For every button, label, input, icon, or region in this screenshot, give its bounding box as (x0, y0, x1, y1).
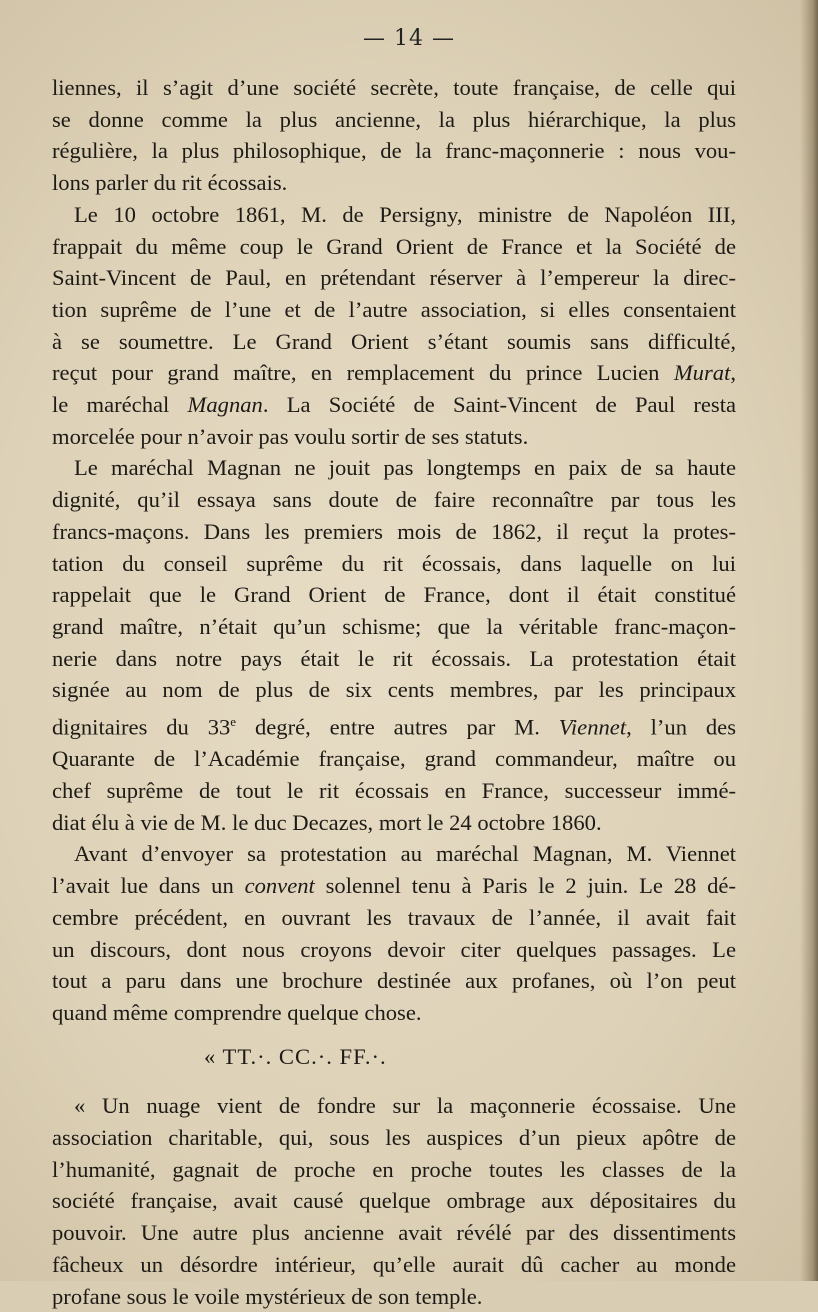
paragraph-3 (52, 452, 736, 838)
text-line: Saint-Vincent de Paul, en prétendant réserver à l’empereur la direc- (52, 265, 736, 291)
text-line: Quarante de l’Académie française, grand commandeur, maître ou (52, 746, 736, 772)
text-line: Le maréchal Magnan ne jouit pas longtemps en paix de sa haute (74, 455, 736, 481)
salutation: « TT.·. CC.·. FF.·. (204, 1043, 387, 1069)
text-line: l’humanité, gagnait de proche en proche toutes les classes de la (52, 1156, 736, 1182)
text-line (52, 389, 736, 421)
text-line (52, 357, 736, 389)
text-line: tation du conseil suprême du rit écossais, dans laquelle on lui (52, 550, 736, 576)
paragraph-4 (52, 838, 736, 1028)
body-text (52, 72, 736, 1312)
text-line: nerie dans notre pays était le rit écossais. La protestation était (52, 645, 736, 671)
text-line: morcelée pour n’avoir pas voulu sortir de ses statuts. (52, 423, 529, 449)
text-line: association charitable, qui, sous les auspices d’un pieux apôtre de (52, 1125, 736, 1151)
text-line: signée au nom de plus de six cents membres, par les principaux (52, 677, 736, 703)
text-line: « Un nuage vient de fondre sur la maçonnerie écossaise. Une (74, 1093, 736, 1119)
text-run: solennel tenu à Paris le 2 juin. Le 28 dé- (314, 873, 736, 899)
text-line: un discours, dont nous croyons devoir citer quelques passages. Le (52, 936, 736, 962)
text-line: frappait du même coup le Grand Orient de France et la Société de (52, 233, 736, 259)
text-line: à se soumettre. Le Grand Orient s’étant soumis sans difficulté, (52, 328, 736, 354)
text-line: diat élu à vie de M. le duc Decazes, mort le 24 octobre 1860. (52, 809, 602, 835)
italic-name: Magnan (187, 392, 263, 418)
text-line: tout a paru dans une brochure destinée aux profanes, où l’on peut (52, 968, 736, 994)
text-run: le maréchal (52, 392, 188, 418)
text-line: liennes, il s’agit d’une société secrète, toute française, de celle qui (52, 75, 736, 100)
italic-term: convent (244, 873, 315, 899)
paragraph-1 (52, 72, 736, 199)
text-line: lons parler du rit écossais. (52, 170, 288, 196)
text-line: tion suprême de l’une et de l’autre association, si elles consentaient (52, 296, 736, 322)
text-line: profane sous le voile mystérieux de son temple. (52, 1283, 483, 1309)
page-edge-shadow (800, 0, 818, 1281)
text-line: quand même comprendre quelque chose. (52, 999, 422, 1025)
text-run: . La Société de Saint-Vincent de Paul resta (262, 392, 737, 418)
paragraph-2 (52, 199, 736, 453)
text-line (52, 706, 736, 743)
text-line: pouvoir. Une autre plus ancienne avait révélé par des dissentiments (52, 1220, 736, 1246)
superscript: e (230, 714, 237, 730)
text-run: , l’un des (626, 714, 736, 740)
text-line: société française, avait causé quelque ombrage aux dépositaires du (52, 1188, 736, 1214)
text-line: chef suprême de tout le rit écossais en France, successeur immé- (52, 778, 736, 803)
text-line: francs-maçons. Dans les premiers mois de 1862, il reçut la protes- (52, 518, 736, 544)
text-line (52, 870, 736, 902)
text-run: reçut pour grand maître, en remplacement du prince Lucien (52, 360, 674, 386)
text-line: cembre précédent, en ouvrant les travaux de l’année, il avait fait (52, 904, 736, 930)
text-line: fâcheux un désordre intérieur, qu’elle aurait dû cacher au monde (52, 1251, 736, 1277)
text-run: degré, entre autres par M. (236, 714, 559, 740)
page-number: — 14 — (363, 26, 455, 51)
text-line: se donne comme la plus ancienne, la plus hiérarchique, la plus (52, 106, 736, 132)
text-line: Le 10 octobre 1861, M. de Persigny, ministre de Napoléon III, (74, 201, 736, 227)
text-line: régulière, la plus philosophique, de la franc-maçonnerie : nous vou- (52, 138, 736, 164)
italic-name: Viennet (558, 714, 627, 740)
text-run: , (730, 360, 736, 386)
text-run: dignitaires du 33 (52, 714, 231, 740)
text-line: grand maître, n’était qu’un schisme; que la véritable franc-maçon- (52, 613, 736, 639)
text-line: Avant d’envoyer sa protestation au maréchal Magnan, M. Viennet (74, 841, 736, 867)
text-line: rappelait que le Grand Orient de France, dont il était constitué (52, 582, 736, 608)
text-run: l’avait lue dans un (52, 873, 245, 899)
text-line: dignité, qu’il essaya sans doute de faire reconnaître par tous les (52, 487, 736, 513)
italic-name: Murat (673, 360, 731, 386)
quote-paragraph (52, 1090, 736, 1312)
